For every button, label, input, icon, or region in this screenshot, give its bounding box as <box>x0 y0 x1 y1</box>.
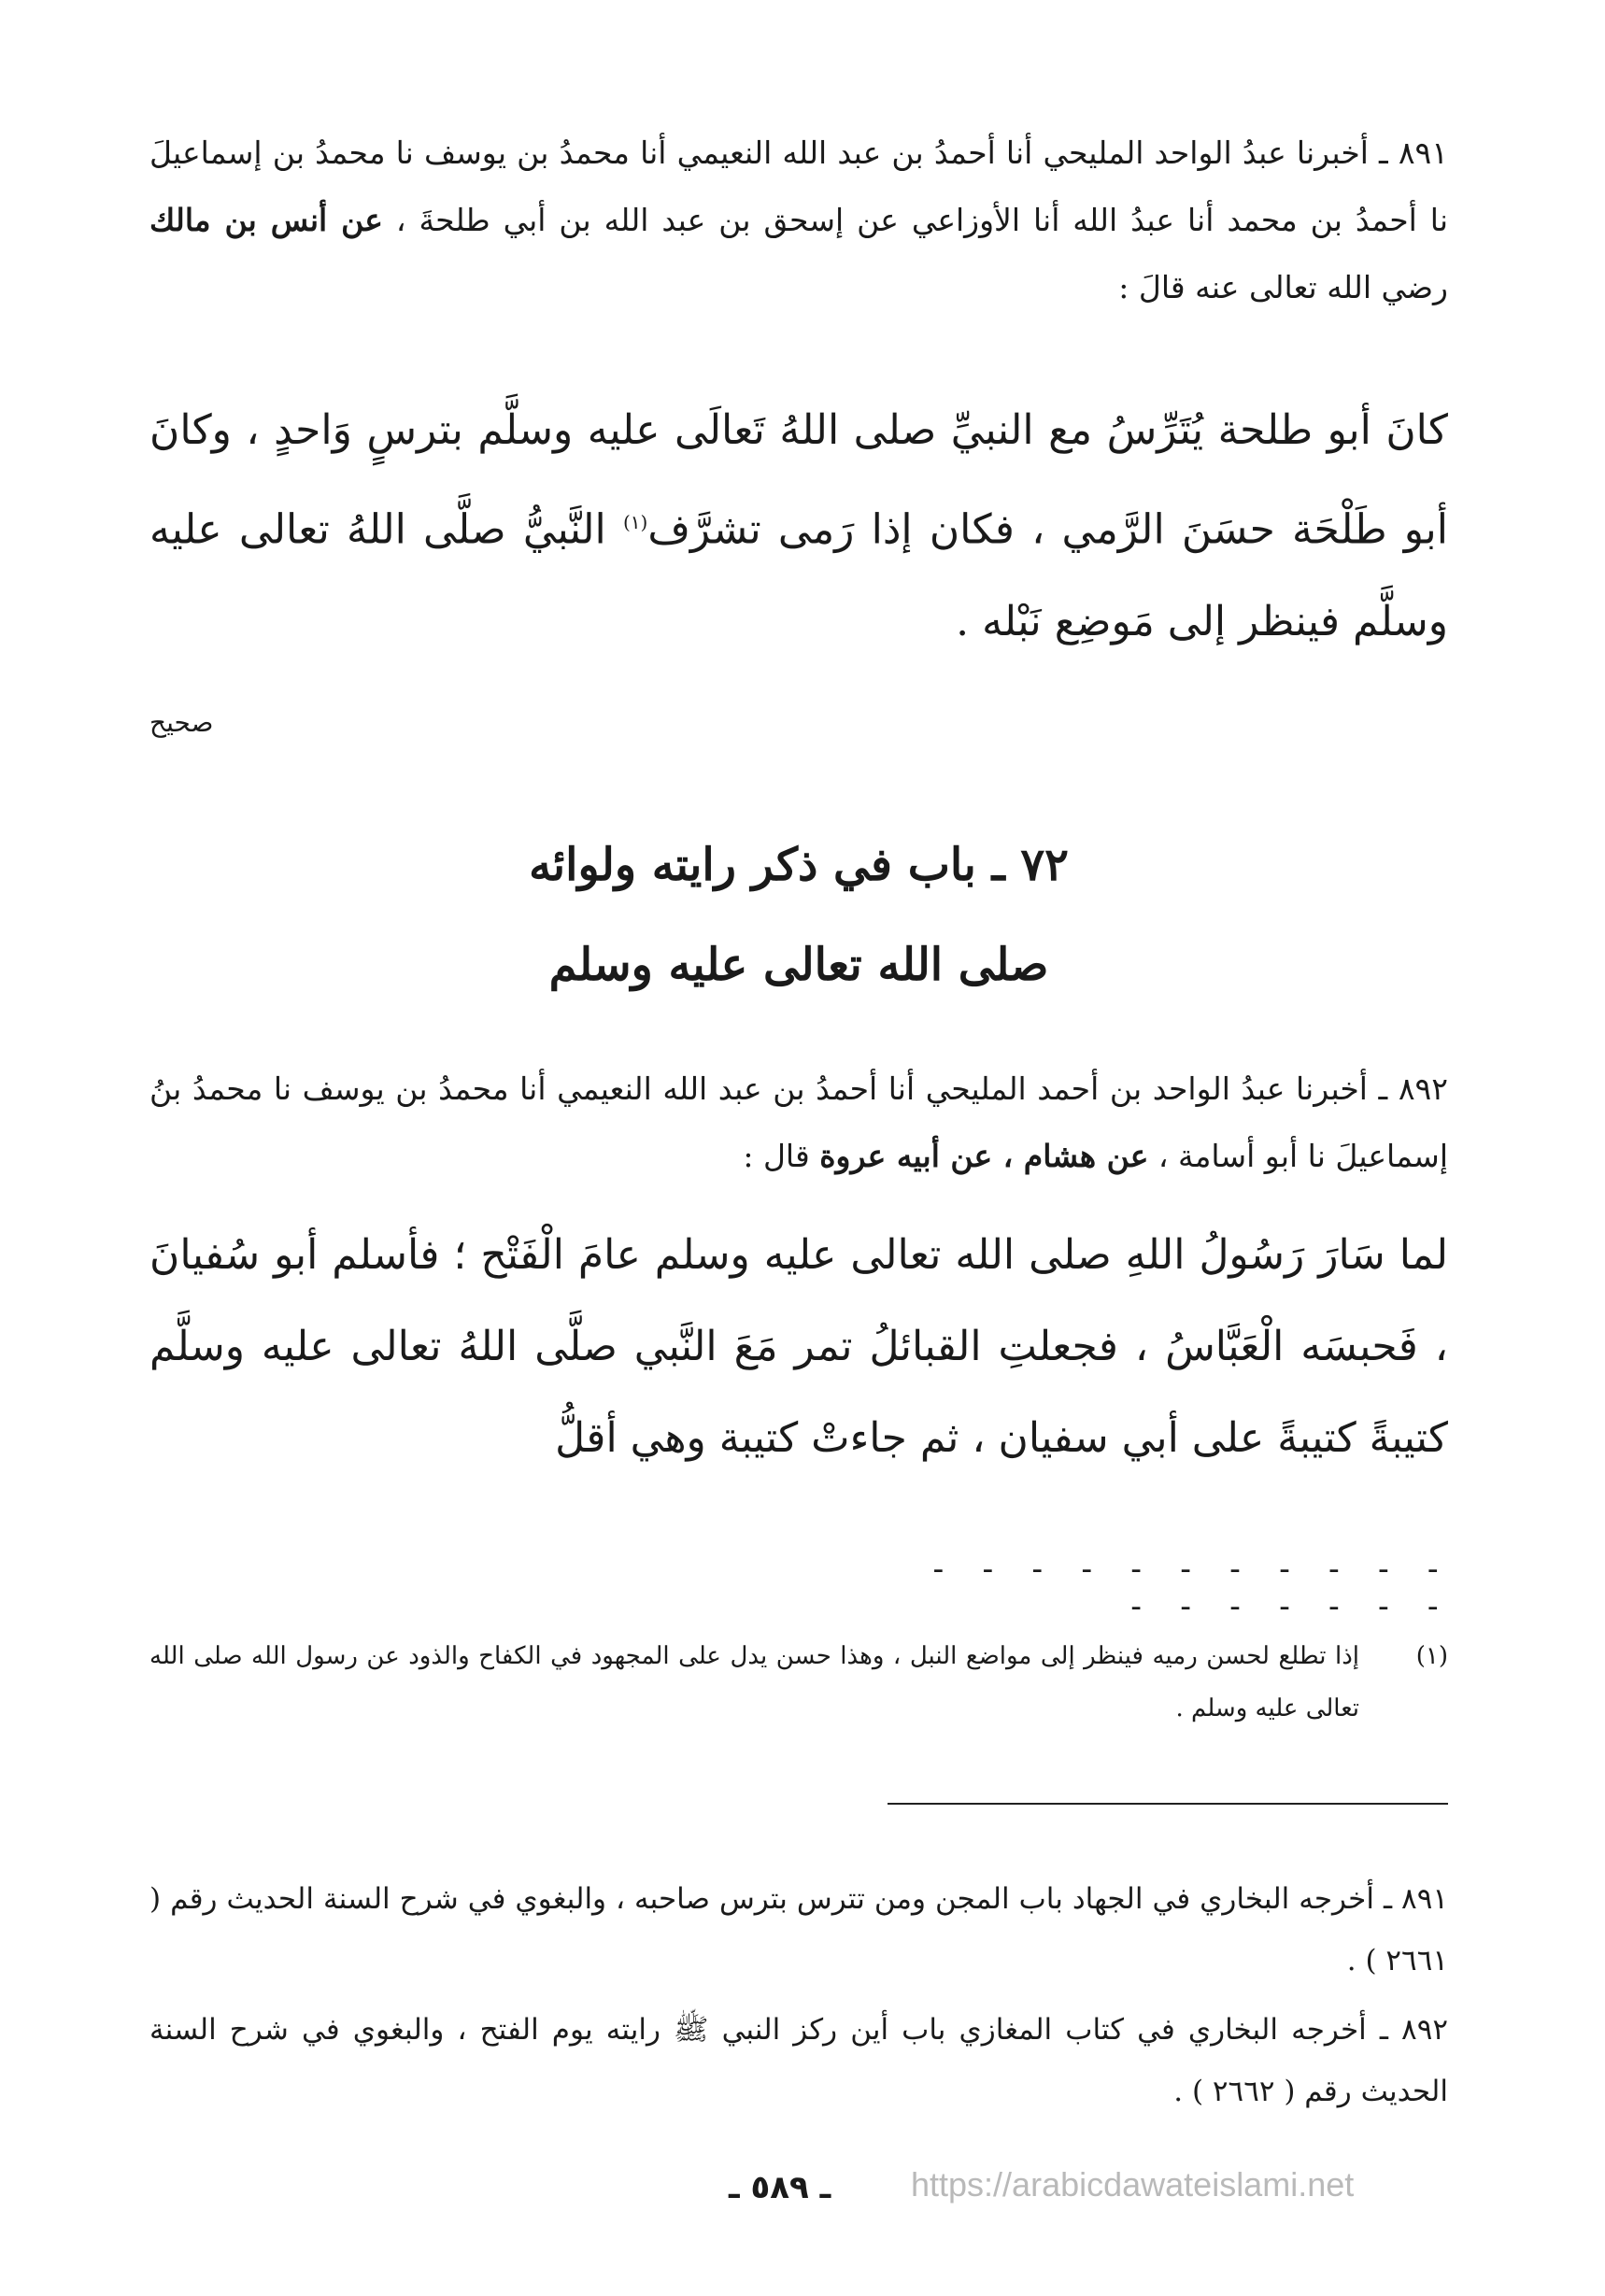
hadith-891-chain <box>149 120 1448 321</box>
reference-891: ٨٩١ ـ أخرجه البخاري في الجهاد باب المجن ومن تترس بترس صاحبه ، والبغوي في شرح السنة الحديث رقم ( ٢٦٦١ ) . <box>149 1882 1448 1977</box>
footnote-marker[interactable]: (١) <box>622 511 648 533</box>
hadith-891-chain-end: رضي الله تعالى عنه قالَ : <box>1118 269 1448 305</box>
hadith-891-narrator: عن أنس بن مالك <box>149 202 383 238</box>
hadith-891-matn-start: كانَ أبو طلحة يُتَرِّسُ مع النبيِّ صلى اللهُ تَعالَى عليه وسلَّم بترسٍ وَاحدٍ ، وكانَ أبو طَلْحَة حسَنَ الرَّمي ، فكان إذا رَمى تشرَّف <box>149 406 1449 554</box>
hadith-891-matn <box>149 385 1448 668</box>
footnote-separator <box>888 1803 1448 1805</box>
hadith-892-chain-end: قال : <box>743 1138 820 1174</box>
footnote-1 <box>149 1630 1448 1735</box>
hadith-891-matn-end: النَّبيُّ صلَّى اللهُ تعالى عليه وسلَّم فينظر إلى مَوضِع نَبْله . <box>149 505 1448 645</box>
chapter-title-line-2: صلى الله تعالى عليه وسلم <box>548 939 1049 991</box>
hadith-892-chain-start: ٨٩٢ ـ أخبرنا عبدُ الواحد بن أحمد المليحي أنا أحمدُ بن عبد الله النعيمي أنا محمدُ بن يوسف نا محمدُ بنُ إسماعيلَ نا أبو أسامة ، <box>149 1070 1448 1174</box>
hadith-891-chain-start: ٨٩١ ـ أخبرنا عبدُ الواحد المليحي أنا أحمدُ بن عبد الله النعيمي أنا محمدُ بن يوسف نا محمدُ بن إسماعيلَ نا أحمدُ بن محمد أنا عبدُ الله أنا الأوزاعي عن إسحق بن عبد الله بن أبي طلحةَ ، <box>149 135 1449 238</box>
reference-892: ٨٩٢ ـ أخرجه البخاري في كتاب المغازي باب أين ركز النبي ﷺ رايته يوم الفتح ، والبغوي في شرح السنة الحديث رقم ( ٢٦٦٢ ) . <box>149 2013 1448 2108</box>
footnote-1-text: إذا تطلع لحسن رميه فينظر إلى مواضع النبل ، وهذا حسن يدل على المجهود في الكفاح والذود عن رسول الله صلى الله تعالى عليه وسلم . <box>149 1642 1359 1722</box>
hadith-892-narrator: عن هشام ، عن أبيه عروة <box>819 1138 1149 1174</box>
hadith-892-matn: لما سَارَ رَسُولُ اللهِ صلى الله تعالى عليه وسلم عامَ الْفَتْح ؛ فأسلم أبو سُفيانَ ، فَحبسَه الْعَبَّاسُ ، فجعلتِ القبائلُ تمر مَعَ النَّبي صلَّى اللهُ تعالى عليه وسلَّم كتيبةً كتيبةً على أبي سفيان ، ثم جاءتْ كتيبة وهي أقلُّ <box>149 1231 1448 1462</box>
hadith-891-grade: صحيح <box>149 707 214 738</box>
chapter-title-line-1: ٧٢ ـ باب في ذكر رايته ولوائه <box>529 839 1069 891</box>
watermark-url[interactable]: https://arabicdawateislami.net <box>911 2165 1355 2204</box>
footnote-1-number: (١) <box>1415 1642 1448 1670</box>
continuation-dashes: - - - - - - - - - - - - - - - - - - <box>929 1551 1448 1625</box>
page-number: ـ ٥٨٩ ـ <box>729 2169 831 2206</box>
hadith-892-chain <box>149 1056 1448 1190</box>
